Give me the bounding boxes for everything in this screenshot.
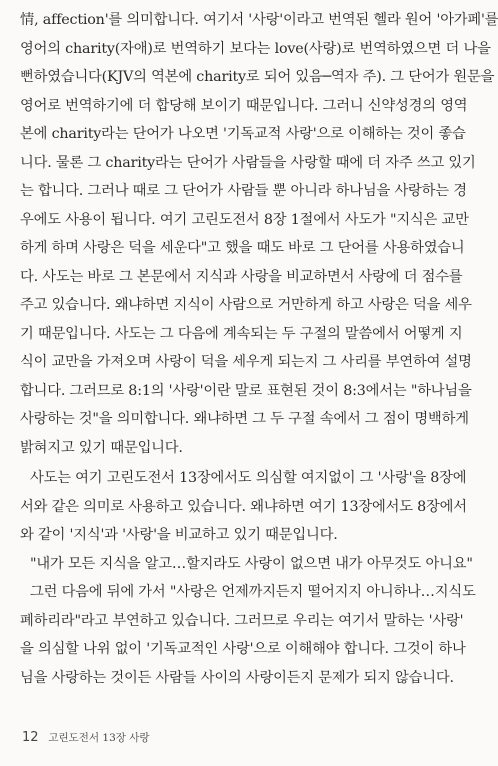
text-line: 기 때문입니다. 사도는 그 다음에 계속되는 두 구절의 말씀에서 어떻게 지 <box>20 325 463 342</box>
text-line: 주고 있습니다. 왜냐하면 지식이 사람으로 거만하게 하고 사랑은 덕을 세우 <box>20 297 472 313</box>
text-line: 뻔하였습니다(KJV의 역본에 charity로 되어 있음─역자 주). 그 단어가 원문을 <box>20 69 495 85</box>
page-body <box>20 6 498 692</box>
text-line: 서와 같은 의미로 사용하고 있습니다. 왜냐하면 여기 13장에서도 8장에서 <box>20 498 467 515</box>
text-line: 영어로 번역하기에 더 합당해 보이기 때문입니다. 그러니 신약성경의 영역 <box>20 97 468 114</box>
text-line: 합니다. 그러므로 8:1의 '사랑'이란 말로 표현된 것이 8:3에서는 "하나님을 <box>20 382 472 399</box>
quote-line: "내가 모든 지식을 알고…할지라도 사랑이 없으면 내가 아무것도 아니요" <box>30 555 473 572</box>
text-line: 본에 charity라는 단어가 나오면 '기독교적 사랑'으로 이해하는 것이 좋습 <box>20 126 466 142</box>
text-line: 밝혀지고 있기 때문입니다. <box>20 439 183 456</box>
text-line: 하게 하며 사랑은 덕을 세운다"고 했을 때도 바로 그 단어를 사용하였습니 <box>20 240 465 256</box>
paragraph-start-line: 사도는 여기 고린도전서 13장에서도 의심할 여지없이 그 '사랑'을 8장에 <box>30 470 467 486</box>
page-footer <box>22 730 150 745</box>
text-line: 을 의심할 나위 없이 '기독교적인 사랑'으로 이해해야 합니다. 그것이 하나 <box>20 641 466 657</box>
text-line: 식이 교만을 가져오며 사랑이 덕을 세우게 되는지 그 사리를 부연하여 설명 <box>20 354 472 370</box>
text-line: 니다. 물론 그 charity라는 단어가 사람들을 사랑할 때에 더 자주 쓰고 있기 <box>20 154 476 171</box>
text-line: 와 같이 '지식'과 '사랑'을 비교하고 있기 때문입니다. <box>20 527 338 543</box>
text-line: 폐하리라"라고 부연하고 있습니다. 그러므로 우리는 여기서 말하는 '사랑' <box>20 612 464 629</box>
text-line: 우에도 사용이 됩니다. 여기 고린도전서 8장 1절에서 사도가 "지식은 교만 <box>20 211 469 228</box>
text-line: 사랑하는 것"을 의미합니다. 왜냐하면 그 두 구절 속에서 그 점이 명백하게 <box>20 411 469 427</box>
text-line: 情, affection'를 의미합니다. 여기서 '사랑'이라고 번역된 헬라 원어 '아가페'를 <box>20 12 498 28</box>
text-line: 님을 사랑하는 것이든 사람들 사이의 사랑이든지 문제가 되지 않습니다. <box>20 669 454 686</box>
text-line: 는 합니다. 그러나 때로 그 단어가 사람들 뿐 아니라 하나님을 사랑하는 경 <box>20 183 467 199</box>
text-line: 다. 사도는 바로 그 본문에서 지식과 사랑을 비교하면서 사랑에 더 점수를 <box>20 268 463 285</box>
running-title: 고린도전서 13장 사랑 <box>48 732 150 744</box>
paragraph-start-line: 그런 다음에 뒤에 가서 "사랑은 언제까지든지 떨어지지 아니하나…지식도 <box>30 584 476 600</box>
text-line: 영어의 charity(자애)로 번역하기 보다는 love(사랑)로 번역하였으면 더 나을 <box>20 40 491 57</box>
page-number: 12 <box>22 730 39 745</box>
